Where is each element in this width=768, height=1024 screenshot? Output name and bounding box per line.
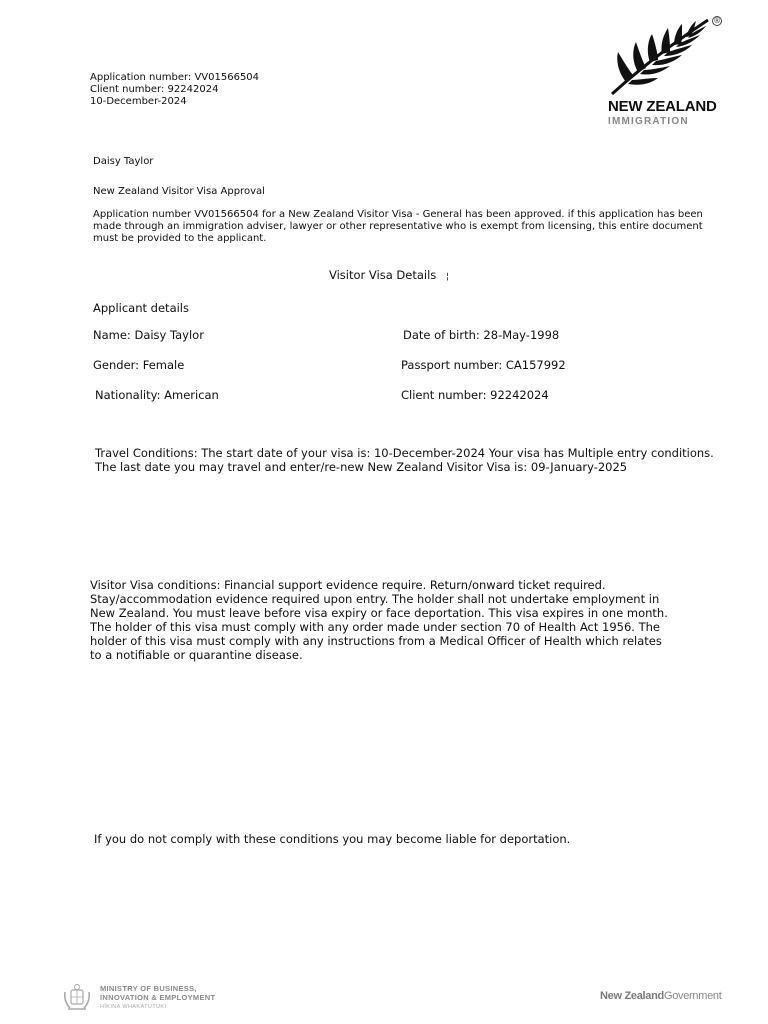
- recipient-name: Daisy Taylor: [93, 156, 154, 167]
- applicant-nationality: Nationality: American: [95, 388, 219, 402]
- travel-conditions-line1: Travel Conditions: The start date of your visa is: 10-December-2024 Your visa has Multiple entry conditions.: [95, 446, 714, 460]
- logo-line2: IMMIGRATION: [608, 116, 689, 127]
- travel-conditions-line2: The last date you may travel and enter/re-new New Zealand Visitor Visa is: 09-January-2025: [95, 460, 628, 474]
- applicant-gender: Gender: Female: [93, 358, 185, 372]
- approval-paragraph: Application number VV01566504 for a New Zealand Visitor Visa - General has been approved. if this application has been made through an immigration adviser, lawyer or other representative who is exempt from licensing, this entire document must be provided to the applicant.: [93, 209, 703, 244]
- gov-part1: New Zealand: [600, 990, 664, 1002]
- applicant-name: Name: Daisy Taylor: [93, 328, 204, 342]
- applicant-passport: Passport number: CA157992: [401, 358, 566, 372]
- logo-line1: NEW ZEALAND: [608, 98, 717, 115]
- ministry-line1: MINISTRY OF BUSINESS,: [100, 984, 197, 993]
- travel-conditions: [95, 446, 714, 474]
- mbie-logo: [62, 982, 242, 1014]
- letter-date: 10-December-2024: [90, 96, 187, 107]
- section-title: [329, 268, 449, 284]
- letter-subject: New Zealand Visitor Visa Approval: [93, 186, 265, 197]
- section-title-marker: ¦: [445, 272, 449, 282]
- header-meta: [90, 72, 259, 108]
- section-title-text: Visitor Visa Details: [329, 268, 437, 282]
- applicant-dob: Date of birth: 28-May-1998: [403, 328, 560, 342]
- ministry-line2: INNOVATION & EMPLOYMENT: [100, 993, 216, 1002]
- ministry-line3: HĪKINA WHAKATUTUKI: [100, 1004, 167, 1010]
- nz-immigration-logo: [604, 14, 724, 132]
- applicant-heading: Applicant details: [93, 301, 189, 315]
- application-number: Application number: VV01566504: [90, 72, 260, 83]
- applicant-client-number: Client number: 92242024: [401, 388, 549, 402]
- coat-of-arms-icon: [62, 982, 92, 1012]
- visa-conditions: Visitor Visa conditions: Financial support evidence require. Return/onward ticket required. Stay/accommodation evidence required upon entry. The holder shall not undertake employment in New Zealand. You must leave before visa expiry or face deportation. This visa expires in one month. The holder of this visa must comply with any order made under section 70 of Health Act 1956. The holder of this visa must comply with any instructions from a Medical Officer of Health which relates to a notifiable or quarantine disease.: [90, 578, 668, 662]
- nz-government-logo: [600, 990, 721, 1002]
- registered-mark-icon: ®: [713, 16, 721, 25]
- deportation-notice: If you do not comply with these conditions you may become liable for deportation.: [94, 832, 571, 846]
- client-number: Client number: 92242024: [90, 84, 219, 95]
- silver-fern-icon: [604, 14, 714, 98]
- gov-part2: Government: [663, 990, 722, 1002]
